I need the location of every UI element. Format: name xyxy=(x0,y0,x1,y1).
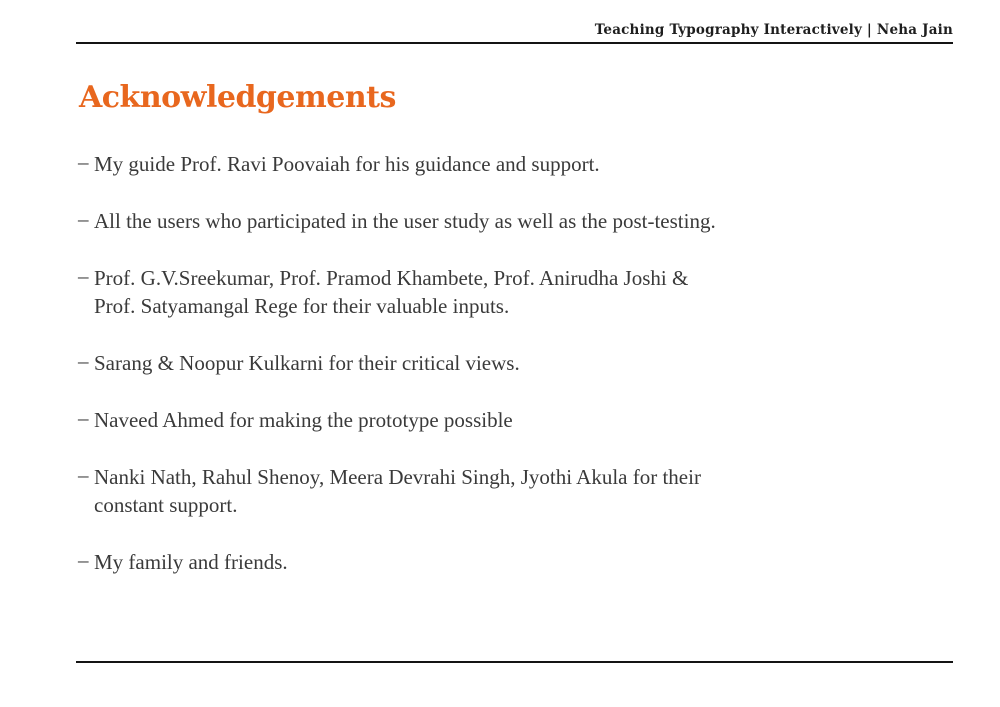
running-header: Teaching Typography Interactively | Neha Jain xyxy=(594,22,953,38)
list-item-line: Prof. Satyamangal Rege for their valuable inputs. xyxy=(94,294,510,318)
list-item-line: My guide Prof. Ravi Poovaiah for his guidance and support. xyxy=(94,152,600,176)
page-title: Acknowledgements xyxy=(79,80,396,115)
list-item xyxy=(78,349,958,377)
dash-bullet: – xyxy=(78,463,89,487)
list-item-line: Prof. G.V.Sreekumar, Prof. Pramod Khambete, Prof. Anirudha Joshi & xyxy=(94,266,689,290)
list-item-line: constant support. xyxy=(94,493,238,517)
list-item-line: Nanki Nath, Rahul Shenoy, Meera Devrahi Singh, Jyothi Akula for their xyxy=(94,465,701,489)
list-item xyxy=(78,406,958,434)
list-item-line: My family and friends. xyxy=(94,550,288,574)
list-item xyxy=(78,548,958,576)
list-item-line: All the users who participated in the user study as well as the post-testing. xyxy=(94,209,716,233)
list-item-line: Naveed Ahmed for making the prototype possible xyxy=(94,408,513,432)
list-item xyxy=(78,463,958,519)
dash-bullet: – xyxy=(78,349,89,373)
dash-bullet: – xyxy=(78,207,89,231)
dash-bullet: – xyxy=(78,264,89,288)
list-item xyxy=(78,264,958,320)
bottom-rule xyxy=(76,661,953,663)
dash-bullet: – xyxy=(78,548,89,572)
list-item xyxy=(78,150,958,178)
list-item-line: Sarang & Noopur Kulkarni for their critical views. xyxy=(94,351,520,375)
list-item xyxy=(78,207,958,235)
dash-bullet: – xyxy=(78,150,89,174)
acknowledgements-list xyxy=(78,150,958,605)
dash-bullet: – xyxy=(78,406,89,430)
top-rule xyxy=(76,42,953,44)
